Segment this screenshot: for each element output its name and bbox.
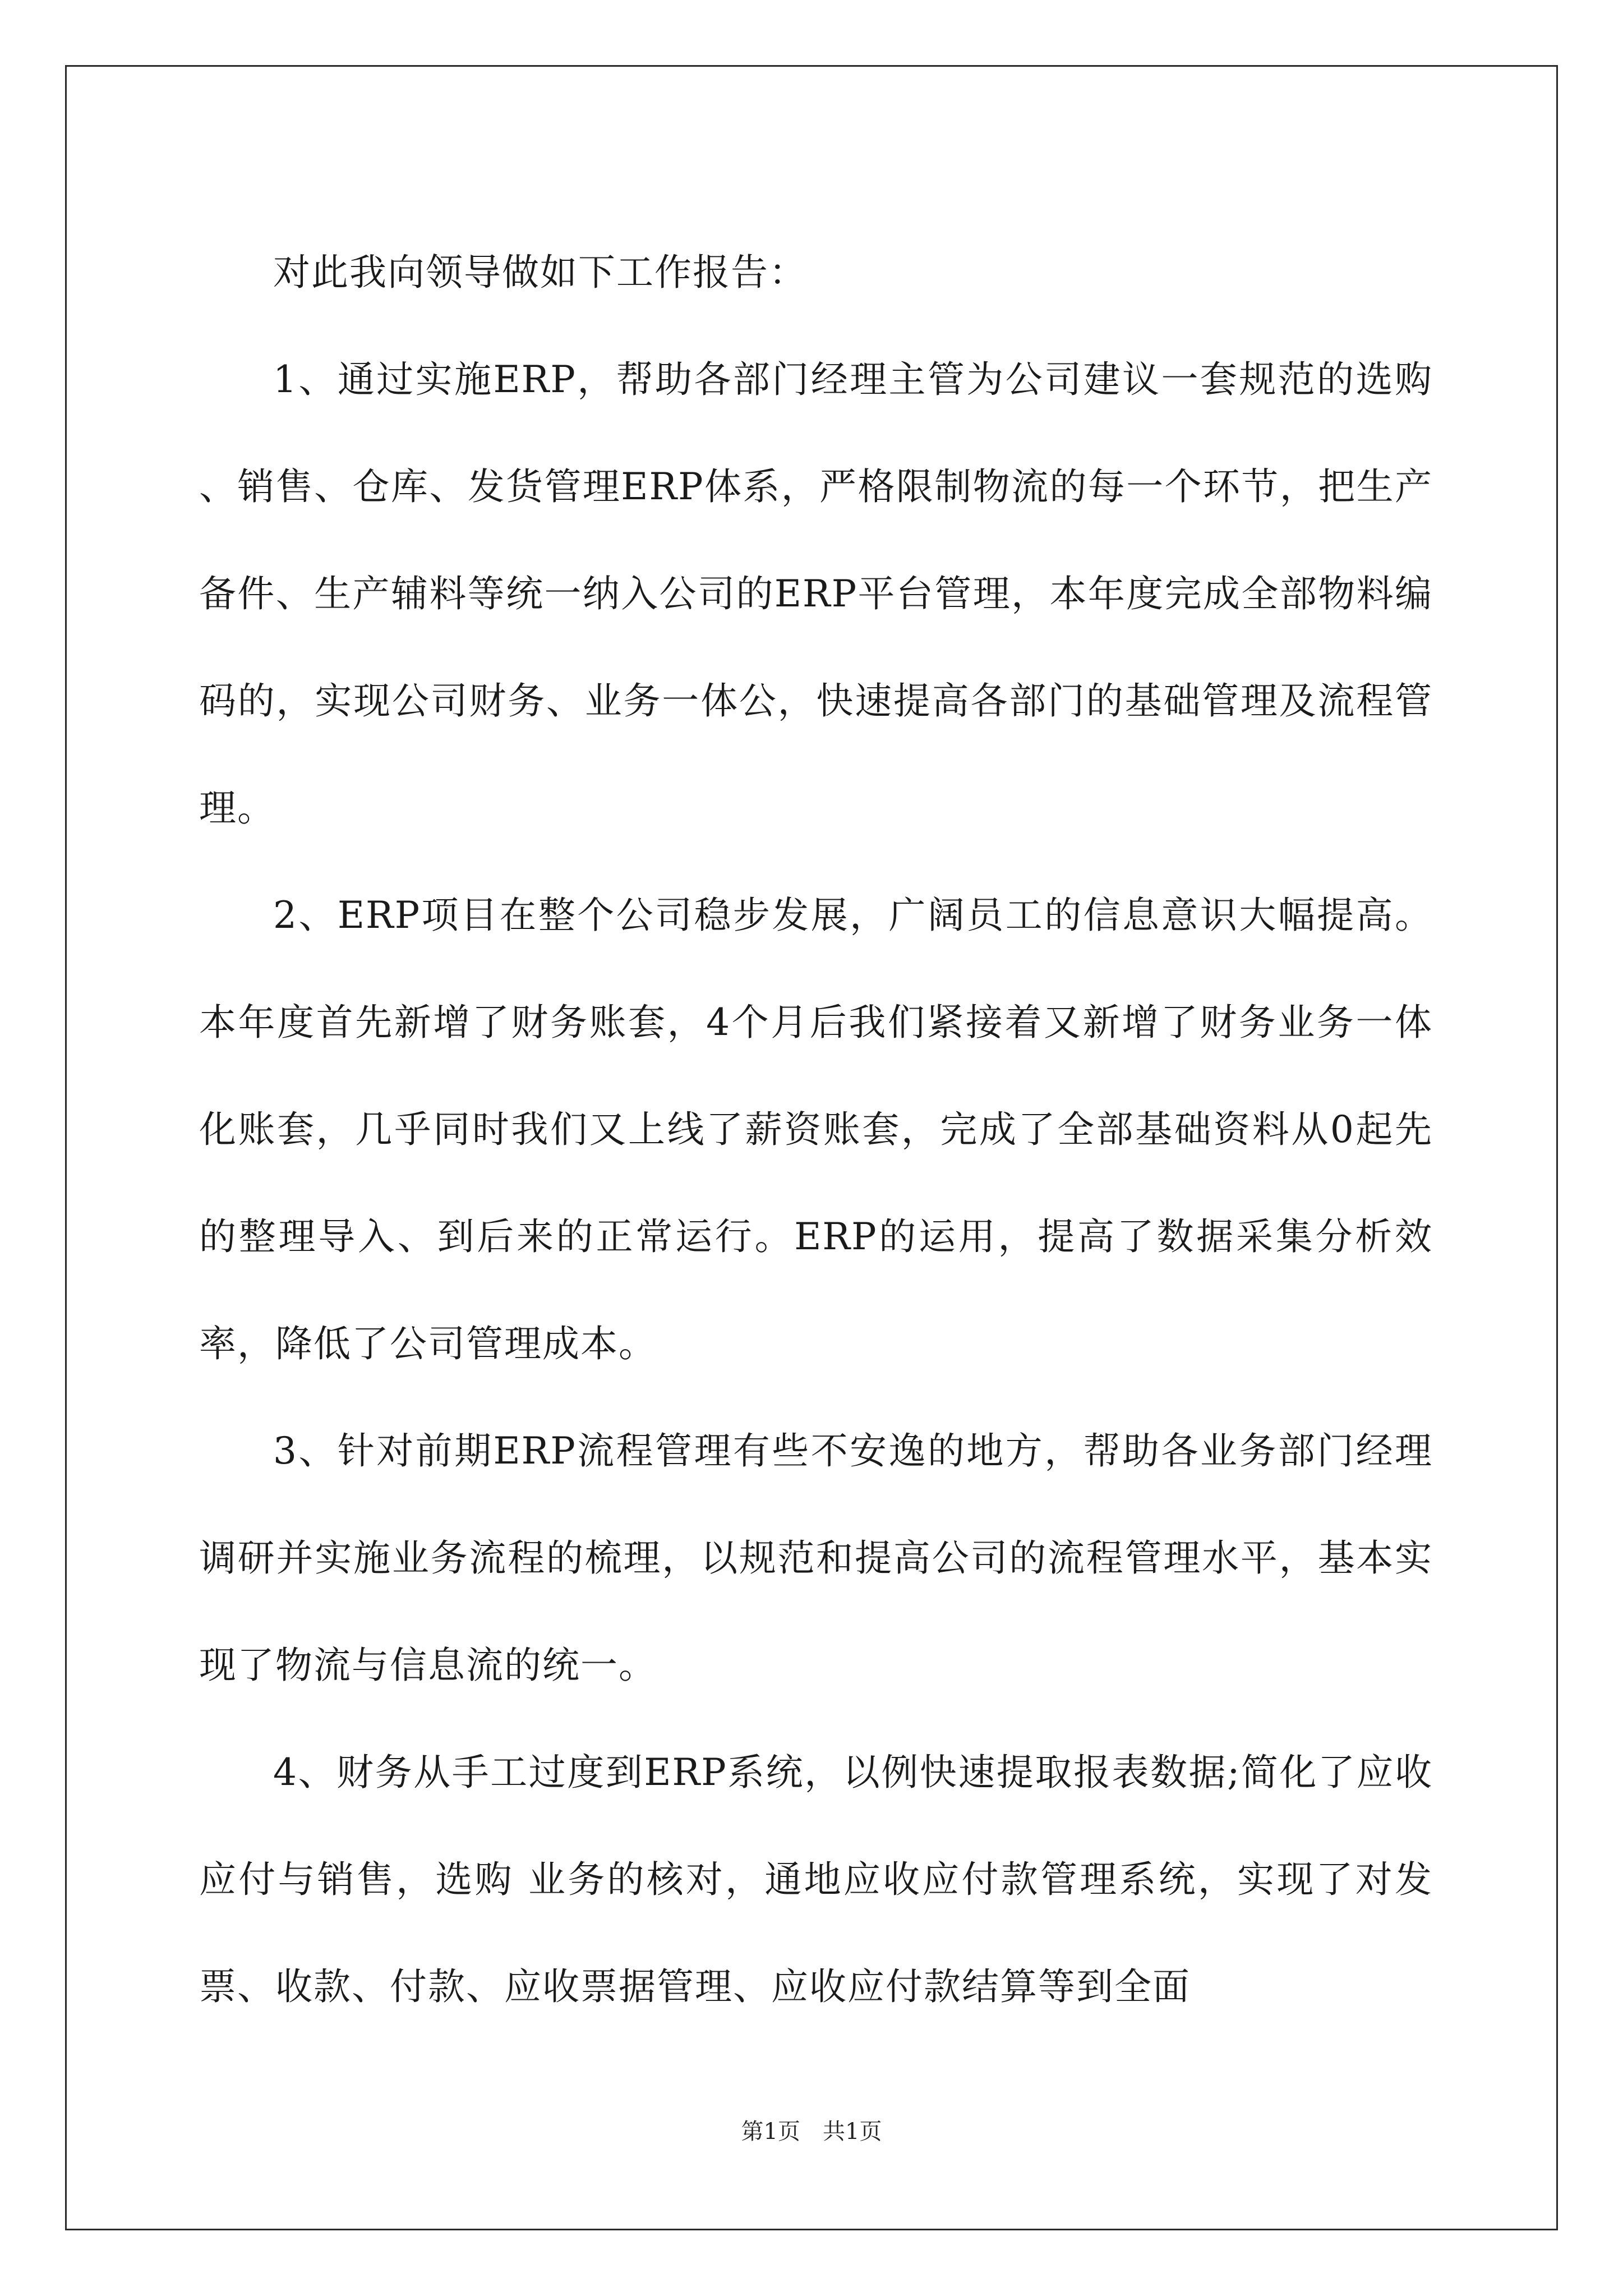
paragraph-item-4: 4、财务从手工过度到ERP系统，以例快速提取报表数据;简化了应收应付与销售，选购 业务的核对，通地应收应付款管理系统，实现了对发票、收款、付款、应收票据管理、应收应付款结算等到全面 [199,1751,1433,2008]
paragraph-item-3: 3、针对前期ERP流程管理有些不安逸的地方，帮助各业务部门经理调研并实施业务流程的梳理，以规范和提高公司的流程管理水平，基本实现了物流与信息流的统一。 [199,1429,1433,1687]
document-body [199,219,1433,2040]
page-total: 共1页 [823,2119,882,2145]
paragraph-item-2: 2、ERP项目在整个公司稳步发展，广阔员工的信息意识大幅提高。本年度首先新增了财务账套，4个月后我们紧接着又新增了财务业务一体化账套，几乎同时我们又上线了薪资账套，完成了全部基础资料从0起先的整理导入、到后来的正常运行。ERP的运用，提高了数据采集分析效率，降低了公司管理成本。 [199,894,1433,1365]
paragraph-item-1: 1、通过实施ERP，帮助各部门经理主管为公司建议一套规范的选购 、销售、仓库、发货管理ERP体系，严格限制物流的每一个环节，把生产备件、生产辅料等统一纳入公司的ERP平台管理，本年度完成全部物料编码的，实现公司财务、业务一体公，快速提高各部门的基础管理及流程管理。 [199,358,1433,830]
page-number: 第1页 [741,2119,800,2145]
page-footer [0,2116,1623,2147]
intro-paragraph: 对此我向领导做如下工作报告： [273,251,807,294]
